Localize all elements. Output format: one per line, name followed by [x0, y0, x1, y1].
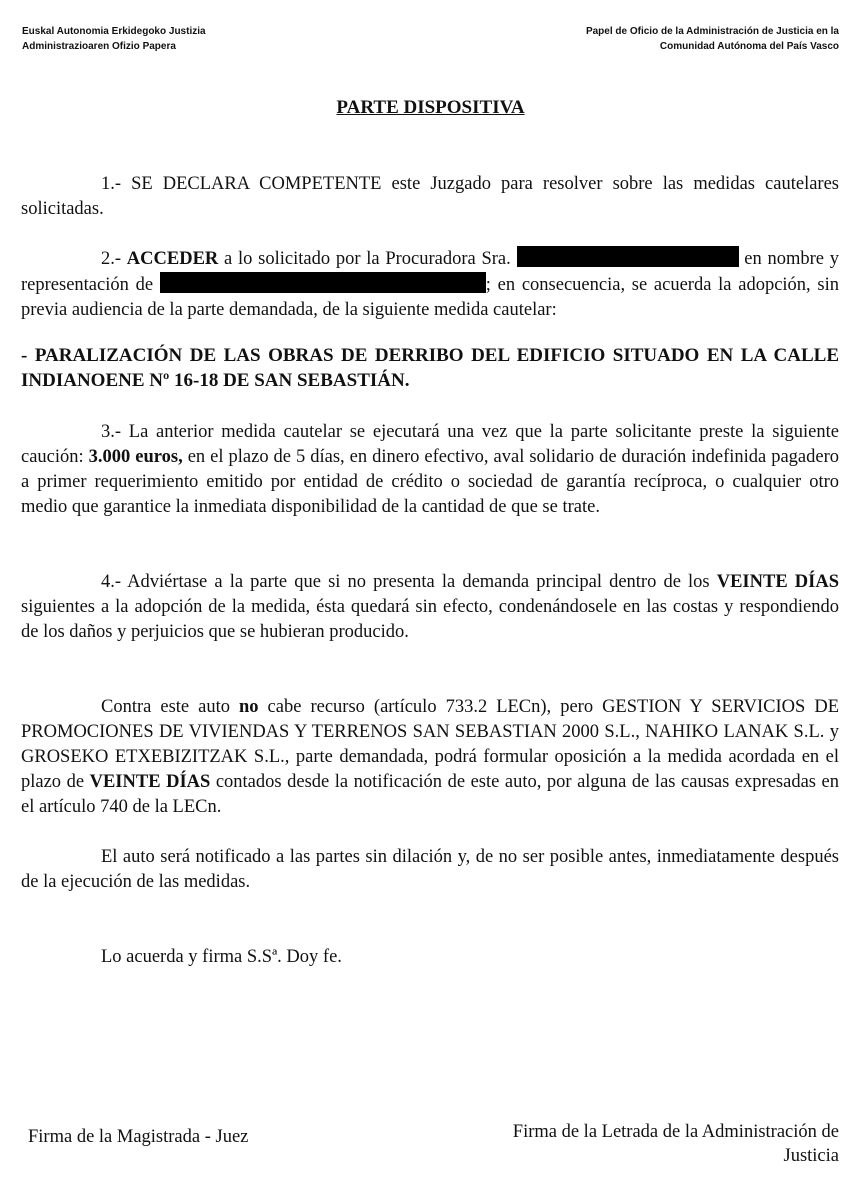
measure-block [21, 343, 839, 393]
signature-clerk-line-1: Firma de la Letrada de la Administración de [512, 1122, 839, 1142]
redacted-block-procuradora [517, 246, 739, 267]
paragraph-3-text-2: en el plazo de 5 días, en dinero efectivo, aval solidario de duración indefinida pagadero a primer requerimiento emitido por entidad de crédito o sociedad de garantía recíproca, o cualquier otro medio que garantice la inmediata disponibilidad de la cantidad de que se trate. [21, 447, 840, 517]
paragraph-1 [21, 172, 839, 222]
header-right [586, 24, 839, 54]
measure-text: - PARALIZACIÓN DE LAS OBRAS DE DERRIBO DEL EDIFICIO SITUADO EN LA CALLE INDIANOENE Nº 16-18 DE SAN SEBASTIÁN. [21, 345, 839, 391]
paragraph-2-text-3: ; en consecuencia, se acuerda la adopción, sin previa audiencia de la parte demandada, de la siguiente medida cautelar: [21, 275, 839, 320]
paragraph-3-bold: 3.000 euros, [88, 447, 183, 467]
header-left [22, 24, 206, 54]
paragraph-2 [21, 246, 839, 323]
header-left-line-2: Administrazioaren Ofizio Papera [22, 41, 176, 52]
paragraph-4-text-1: 4.- Adviértase a la parte que si no presenta la demanda principal dentro de los [101, 572, 717, 592]
paragraph-2-text-2: en nombre y representación de [21, 249, 839, 295]
header-right-line-2: Comunidad Autónoma del País Vasco [659, 41, 839, 52]
paragraph-5 [21, 695, 839, 820]
paragraph-1-text: 1.- SE DECLARA COMPETENTE este Juzgado para resolver sobre las medidas cautelares solicitadas. [21, 174, 839, 219]
paragraph-5-text-3: contados desde la notificación de este auto, por alguna de las causas expresadas en el artículo 740 de la LECn. [21, 772, 839, 817]
header-left-line-1: Euskal Autonomia Erkidegoko Justizia [22, 26, 206, 37]
paragraph-4 [21, 570, 839, 645]
paragraph-3 [21, 420, 839, 520]
paragraph-6-text: El auto será notificado a las partes sin dilación y, de no ser posible antes, inmediatamente después de la ejecución de las medidas. [21, 847, 839, 892]
paragraph-3-text-1: 3.- La anterior medida cautelar se ejecutará una vez que la parte solicitante preste la siguiente caución: [21, 422, 839, 467]
signature-judge: Firma de la Magistrada - Juez [28, 1127, 249, 1147]
paragraph-7 [21, 945, 839, 970]
document-title: PARTE DISPOSITIVA [336, 97, 525, 118]
paragraph-4-bold: VEINTE DÍAS [716, 572, 839, 592]
paragraph-5-bold-1: no [239, 697, 259, 717]
signature-clerk [439, 1120, 839, 1168]
redacted-block-representado [160, 272, 486, 293]
paragraph-7-text: Lo acuerda y firma S.Sª. Doy fe. [101, 947, 342, 967]
paragraph-6 [21, 845, 839, 895]
header-right-line-1: Papel de Oficio de la Administración de Justicia en la [585, 26, 839, 37]
paragraph-5-text-1: Contra este auto [101, 697, 239, 717]
paragraph-5-bold-2: VEINTE DÍAS [89, 772, 211, 792]
paragraph-2-number: 2.- [101, 249, 127, 269]
paragraph-5-text-2: cabe recurso (artículo 733.2 LECn), pero GESTION Y SERVICIOS DE PROMOCIONES DE VIVIENDAS Y TERRENOS SAN SEBASTIAN 2000 S.L., NAHIKO LANAK S.L. y GROSEKO ETXEBIZITZAK S.L., parte demandada, podrá formular oposición a la medida acordada en el plazo de [21, 697, 840, 792]
paragraph-4-text-2: siguientes a la adopción de la medida, ésta quedará sin efecto, condenándosele en las costas y respondiendo de los daños y perjuicios que se hubieran producido. [21, 597, 839, 642]
paragraph-2-text-1: a lo solicitado por la Procuradora Sra. [218, 249, 517, 269]
paragraph-2-bold: ACCEDER [126, 249, 219, 269]
signature-clerk-line-2: Justicia [783, 1146, 839, 1166]
